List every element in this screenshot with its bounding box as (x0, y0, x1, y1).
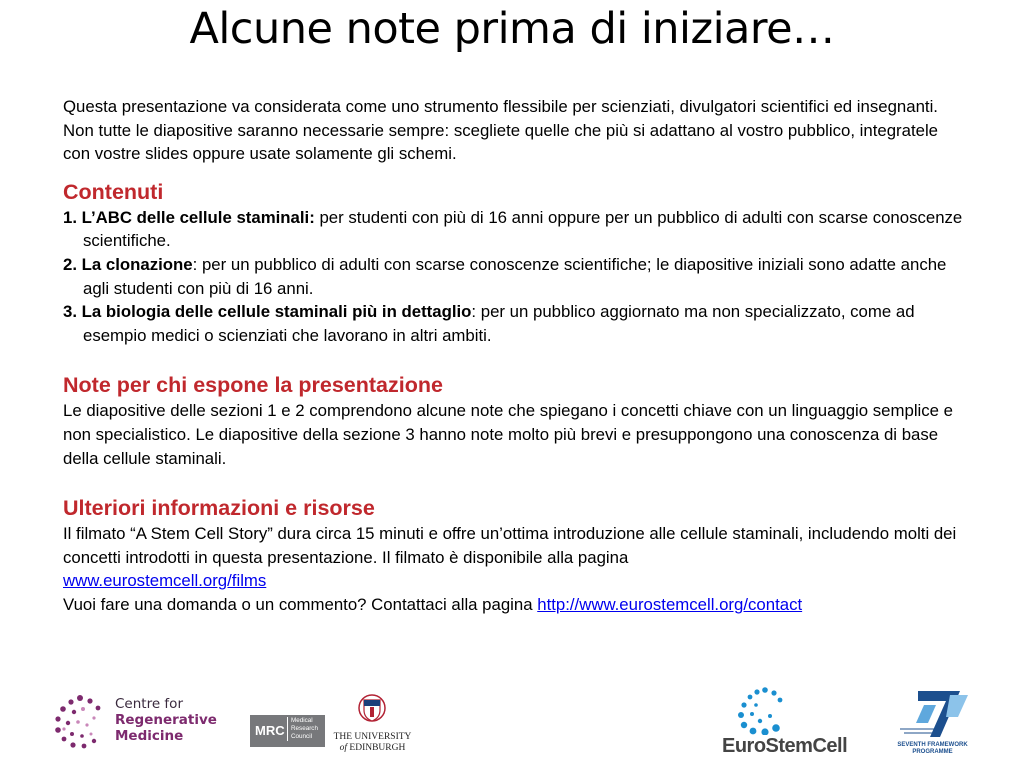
contents-item-text: per studenti con più di 16 anni oppure per un pubblico di adulti con scarse conoscenze scientifiche. (83, 207, 963, 251)
contents-item-2 (63, 253, 963, 300)
contact-link[interactable]: http://www.eurostemcell.org/contact (537, 594, 803, 614)
crm-dots-icon (50, 692, 110, 752)
contact-line (63, 593, 963, 617)
mrc-small-2: Research (291, 725, 318, 732)
contact-text: Vuoi fare una domanda o un commento? Contattaci alla pagina (63, 594, 538, 614)
contents-section (63, 178, 963, 348)
uoe-of: of (339, 743, 348, 753)
presenter-notes-section (63, 371, 963, 470)
mrc-logo (250, 715, 325, 747)
fp7-line-1: SEVENTH FRAMEWORK (897, 742, 968, 748)
crm-logo-text (115, 696, 217, 744)
contents-item-1 (63, 206, 963, 253)
uoe-logo-text (330, 732, 415, 754)
uoe-line-2: EDINBURGH (347, 743, 406, 753)
contents-item-3 (63, 300, 963, 347)
logo-bar (0, 680, 1024, 768)
slide-body (63, 95, 963, 617)
mrc-logo-subtext (287, 717, 318, 741)
contents-heading: Contenuti (63, 179, 164, 204)
presenter-notes-text: Le diapositive delle sezioni 1 e 2 comprendono alcune note che spiegano i concetti chiave con un linguaggio semplice e non specialistico. Le diapositive della sezione 3 hanno note molto più brevi e presuppongono una conoscenza di base della cellule staminali. (63, 401, 953, 468)
contents-item-text: : per un pubblico di adulti con scarse conoscenze scientifiche; le diapositive iniziali sono adatte anche agli studenti con più di 16 anni. (83, 254, 947, 298)
resources-section (63, 494, 963, 616)
crm-line-3: Medicine (115, 728, 184, 744)
fp7-logo (890, 685, 975, 755)
resources-description: Il filmato “A Stem Cell Story” dura circa 15 minuti e offre un’ottima introduzione alle cellule staminali, includendo molti dei concetti introdotti in questa presentazione. Il filmato è disponibile alla pagina (63, 524, 957, 567)
uoe-line-1: THE UNIVERSITY (333, 732, 412, 742)
crm-line-1: Centre for (115, 696, 183, 712)
contents-item-text: : per un pubblico aggiornato ma non specializzato, come ad esempio medici o scienziati che lavorano in altri ambiti. (83, 302, 915, 345)
crm-line-2: Regenerative (115, 712, 217, 728)
slide-title: Alcune note prima di iniziare… (189, 4, 835, 54)
crm-logo (50, 692, 220, 752)
fp7-icon (890, 685, 975, 741)
contents-item-label: 2. La clonazione (63, 254, 193, 274)
intro-paragraph: Questa presentazione va considerata come uno strumento flessibile per scienziati, divulgatori scientifici ed insegnanti. Non tutte le diapositive saranno necessarie sempre: scegliete quelle che più si adattano al vostro pubblico, integratele con vostre slides oppure usate solamente gli schemi. (63, 97, 939, 164)
mrc-small-1: Medical (291, 717, 313, 724)
eurostemcell-logo (722, 685, 852, 755)
resources-heading: Ulteriori informazioni e risorse (63, 496, 375, 521)
mrc-logo-text: MRC (255, 723, 285, 738)
crest-icon (358, 692, 386, 726)
mrc-small-3: Council (291, 733, 312, 740)
contents-item-label: 1. L’ABC delle cellule staminali: (63, 207, 315, 227)
films-link[interactable]: www.eurostemcell.org/films (63, 571, 267, 591)
resources-text (63, 522, 963, 593)
presenter-notes-heading: Note per chi espone la presentazione (63, 373, 443, 398)
contents-item-label: 3. La biologia delle cellule staminali più in dettaglio (63, 302, 472, 322)
fp7-logo-text (890, 742, 975, 756)
fp7-line-2: PROGRAMME (912, 749, 953, 755)
uoe-logo (330, 692, 415, 752)
eurostemcell-dots-icon (722, 685, 852, 735)
eurostemcell-logo-text: EuroStemCell (722, 735, 848, 757)
